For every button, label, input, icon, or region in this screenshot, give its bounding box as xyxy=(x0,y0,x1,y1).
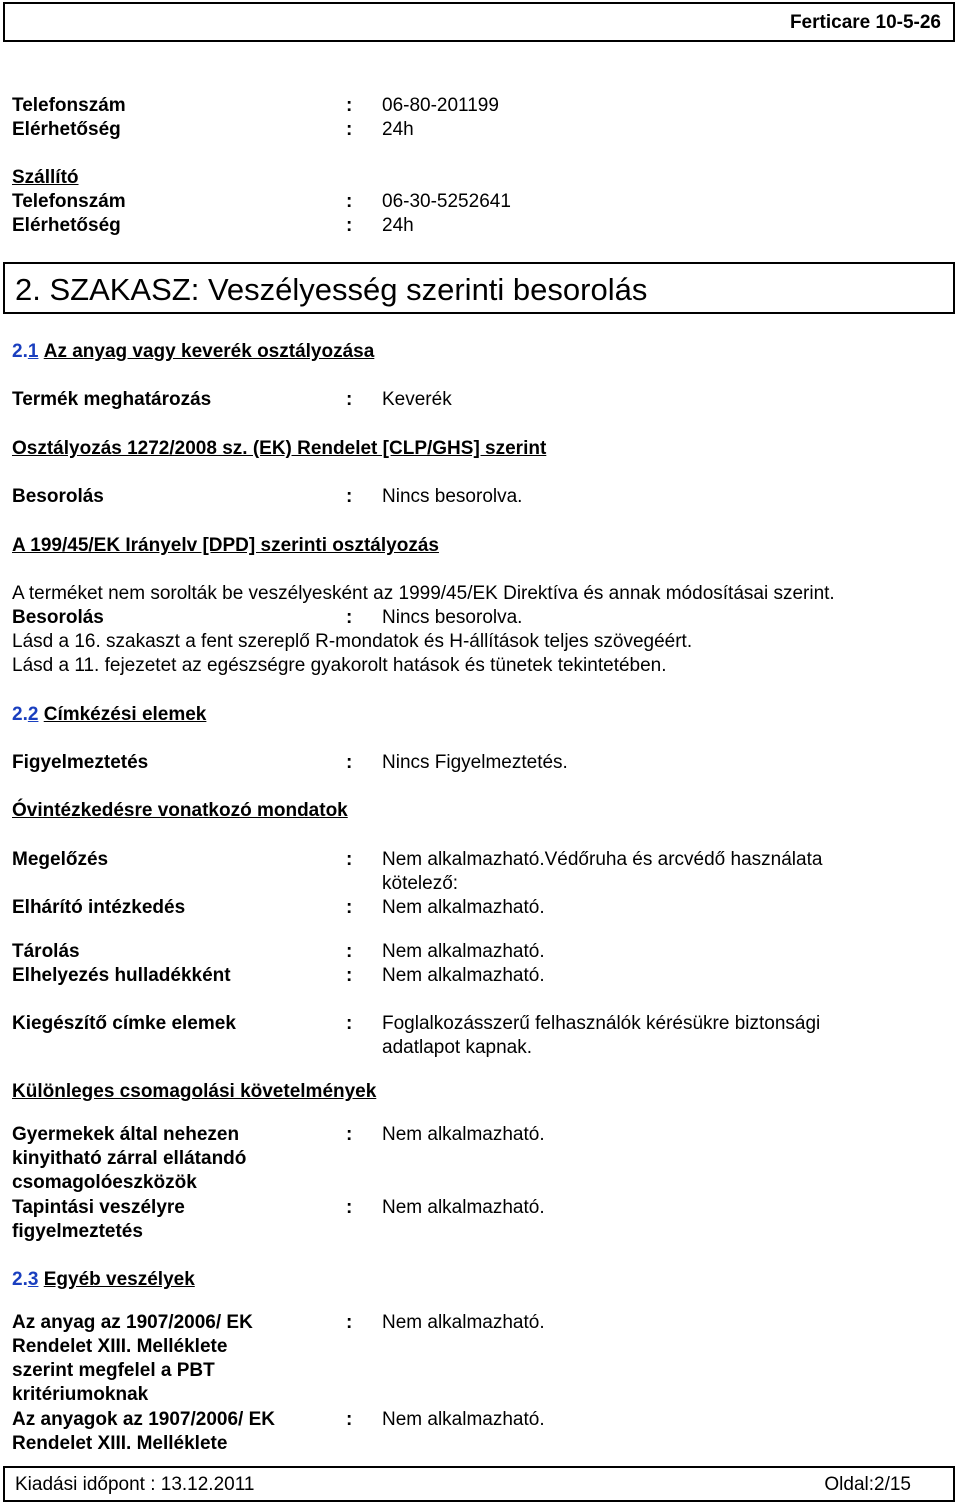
supplier-phone-value: 06-30-5252641 xyxy=(382,191,511,212)
prevention: Megelőzés : Nem alkalmazható.Védőruha és arcvédő használata kötelező: xyxy=(12,849,823,894)
vpvb-criteria: Az anyagok az 1907/2006/ EK Rendelet XIII. Melléklete : Nem alkalmazható. xyxy=(12,1409,545,1454)
page-number: Oldal:2/15 xyxy=(824,1474,911,1495)
phone-value: 06-80-201199 xyxy=(382,95,499,116)
supplier-heading: Szállító xyxy=(12,167,79,188)
subsection-2-3-title: Egyéb veszélyek xyxy=(43,1269,195,1290)
clp-classification: Besorolás : Nincs besorolva. xyxy=(12,486,523,507)
availability-value: 24h xyxy=(382,119,414,140)
subsection-2-1-heading: 2.1 Az anyag vagy keverék osztályozása xyxy=(12,341,375,362)
supplier-availability-label: Elérhetőség xyxy=(12,215,121,236)
precaution-heading: Óvintézkedésre vonatkozó mondatok xyxy=(12,800,348,821)
packaging-heading: Különleges csomagolási követelmények xyxy=(12,1081,377,1102)
page-footer xyxy=(3,1466,955,1502)
page-header xyxy=(3,2,955,42)
dpd-block: A terméket nem sorolták be veszélyesként az 1999/45/EK Direktíva és annak módosításai szerint. Besorolás : Nincs besorolva. Lásd a 16. szakaszt a fent szereplő R-mondatok és H-állítások teljes szövegéért. Lásd a 11. fejezetet az egészségre gyakorolt hatások és tünetek tekintetében. xyxy=(12,582,952,678)
storage-disposal: Tárolás : Nem alkalmazható. Elhelyezés hulladékként : Nem alkalmazható. xyxy=(12,941,545,986)
section-2-title: 2. SZAKASZ: Veszélyesség szerinti besorolás xyxy=(15,272,648,307)
tactile-warning: Tapintási veszélyre figyelmeztetés : Nem alkalmazható. xyxy=(12,1197,545,1242)
availability-label: Elérhetőség xyxy=(12,119,121,140)
supplemental-label-elements: Kiegészítő címke elemek : Foglalkozásszerű felhasználók kérésükre biztonsági adatlapot kapnak. xyxy=(12,1013,821,1058)
supplier-availability-value: 24h xyxy=(382,215,414,236)
supplier-phone-label: Telefonszám xyxy=(12,191,126,212)
see-section-11: Lásd a 11. fejezetet az egészségre gyakorolt hatások és tünetek tekintetében. xyxy=(12,655,667,676)
document-title: Ferticare 10-5-26 xyxy=(789,12,941,33)
emergency-contact: Telefonszám : 06-80-201199 Elérhetőség : 24h xyxy=(12,94,952,142)
pbt-criteria: Az anyag az 1907/2006/ EK Rendelet XIII. Melléklete szerint megfelel a PBT kritériumoknak : Nem alkalmazható. xyxy=(12,1312,545,1405)
dpd-heading: A 199/45/EK Irányelv [DPD] szerinti osztályozás xyxy=(12,535,439,556)
see-section-16: Lásd a 16. szakaszt a fent szereplő R-mondatok és H-állítások teljes szövegéért. xyxy=(12,631,693,652)
subsection-2-2-heading: 2.2 Címkézési elemek xyxy=(12,704,207,725)
supplier-contact: Szállító Telefonszám : 06-30-5252641 Elérhetőség : 24h xyxy=(12,166,952,238)
issue-date: Kiadási időpont : 13.12.2011 xyxy=(15,1474,255,1495)
child-resistant: Gyermekek által nehezen kinyitható zárral ellátandó csomagolóeszközök : Nem alkalmazható. xyxy=(12,1124,545,1193)
subsection-2-1-title: Az anyag vagy keverék osztályozása xyxy=(43,341,375,362)
clp-heading: Osztályozás 1272/2008 sz. (EK) Rendelet [CLP/GHS] szerint xyxy=(12,438,547,459)
section-2-header xyxy=(3,262,955,314)
signal-word: Figyelmeztetés : Nincs Figyelmeztetés. xyxy=(12,752,568,773)
subsection-2-3-heading: 2.3 Egyéb veszélyek xyxy=(12,1269,195,1290)
dpd-text: A terméket nem sorolták be veszélyesként az 1999/45/EK Direktíva és annak módosításai szerint. xyxy=(12,583,835,604)
phone-label: Telefonszám xyxy=(12,95,126,116)
subsection-2-2-title: Címkézési elemek xyxy=(43,704,207,725)
product-definition: Termék meghatározás : Keverék xyxy=(12,389,452,410)
response: Elhárító intézkedés : Nem alkalmazható. xyxy=(12,897,545,918)
